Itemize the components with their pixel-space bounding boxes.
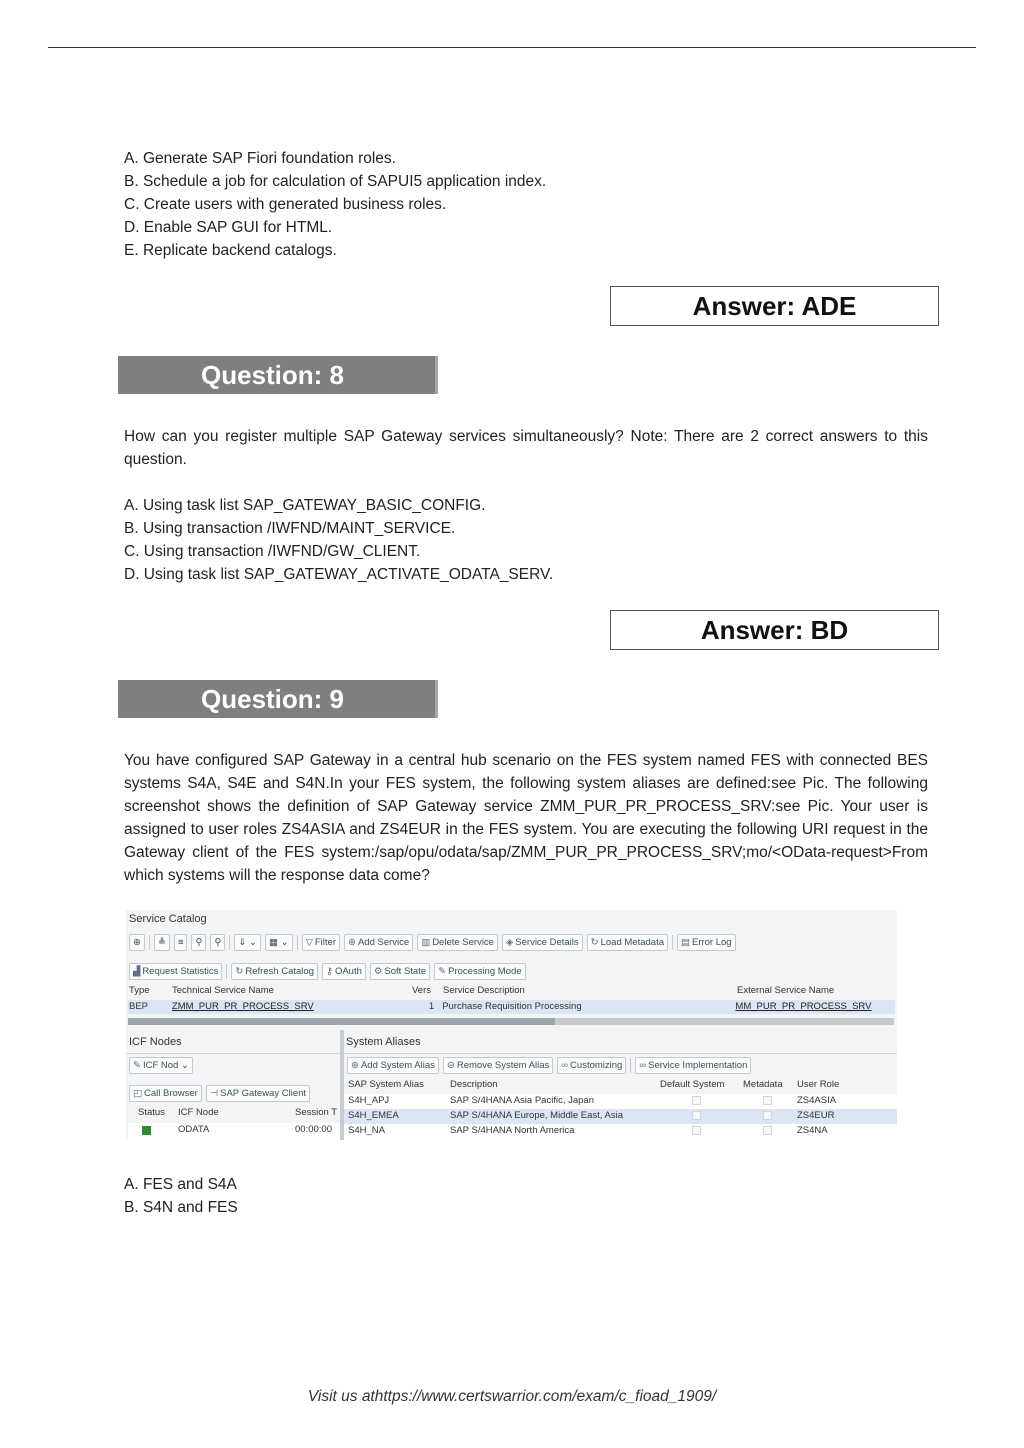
col-alias-description: Description: [450, 1079, 498, 1090]
q9-options: [124, 1173, 238, 1219]
default-system-checkbox[interactable]: [660, 1094, 743, 1110]
key-icon: ⚷: [325, 966, 333, 977]
log-icon: ▤: [681, 937, 690, 948]
col-metadata: Metadata: [743, 1079, 783, 1090]
q7-option-d: D. Enable SAP GUI for HTML.: [124, 219, 333, 236]
q8-option-d: D. Using task list SAP_GATEWAY_ACTIVATE_ODATA_SERV.: [124, 566, 554, 583]
service-details-button[interactable]: [502, 934, 583, 951]
gateway-client-label: SAP Gateway Client: [220, 1088, 307, 1099]
add-icon: ⊕: [351, 1060, 359, 1071]
error-log-button[interactable]: [677, 934, 736, 951]
footer-link-text[interactable]: Visit us athttps://www.certswarrior.com/exam/c_fioad_1909/: [307, 1388, 717, 1405]
icf-dropdown-label: ICF Nod: [142, 1060, 179, 1071]
service-details-label: Service Details: [515, 937, 579, 948]
pencil-icon: ✎: [438, 966, 447, 977]
toolbar-separator: [149, 935, 150, 950]
catalog-toolbar-2: [129, 963, 526, 980]
top-rule: [48, 47, 976, 48]
add-icon: ⊕: [348, 937, 356, 948]
soft-state-label: Soft State: [384, 966, 427, 977]
add-system-alias-button[interactable]: [347, 1057, 439, 1074]
q7-option-c: C. Create users with generated business roles.: [124, 196, 447, 213]
col-technical-name: Technical Service Name: [172, 985, 274, 996]
scrollbar-thumb[interactable]: [128, 1018, 555, 1025]
col-external-name: External Service Name: [737, 985, 835, 996]
layout-icon[interactable]: ▦ ⌄: [265, 934, 293, 951]
q8-option-c: C. Using transaction /IWFND/GW_CLIENT.: [124, 543, 421, 560]
refresh-catalog-label: Refresh Catalog: [245, 966, 314, 977]
divider: [344, 1053, 897, 1054]
q7-option-a: A. Generate SAP Fiori foundation roles.: [124, 150, 396, 167]
divider: [126, 1053, 340, 1054]
refresh-catalog-button[interactable]: [231, 963, 318, 980]
toolbar-separator: [630, 1058, 631, 1073]
table-row[interactable]: [344, 1109, 897, 1125]
customizing-button[interactable]: [557, 1057, 626, 1074]
cell-technical-name[interactable]: ZMM_PUR_PR_PROCESS_SRV: [171, 1001, 314, 1012]
table-row[interactable]: [344, 1124, 897, 1140]
request-statistics-label: Request Statistics: [142, 966, 219, 977]
default-system-checkbox[interactable]: [660, 1109, 743, 1125]
export-icon[interactable]: ⇓ ⌄: [234, 934, 261, 951]
checkbox-icon: [763, 1126, 772, 1135]
icf-button-bar: [129, 1085, 310, 1102]
col-system-alias: SAP System Alias: [348, 1079, 424, 1090]
cell-system-alias: S4H_EMEA: [348, 1110, 399, 1121]
q9-question-text: You have configured SAP Gateway in a central hub scenario on the FES system named FES with connected BES systems S4A, S4E and S4N.In your FES system, the following system aliases are defined:see Pic. The following screenshot shows the definition of SAP Gateway service ZMM_PUR_PR_PROCESS_SRV:see Pic. Your user is assigned to user roles ZS4ASIA and ZS4EUR in the FES system. You are executing the following URI request in the Gateway client of the FES system:/sap/opu/odata/sap/ZMM_PUR_PR_PROCESS_SRV;mo/<OData-request>From which systems will the response data come?: [124, 752, 928, 884]
col-session: Session T: [295, 1107, 338, 1118]
metadata-checkbox[interactable]: [743, 1109, 797, 1125]
client-icon: ⊣: [209, 1088, 219, 1099]
details-icon: ◈: [505, 937, 514, 948]
oauth-label: OAuth: [334, 966, 362, 977]
toolbar-separator: [672, 935, 673, 950]
cell-user-role: ZS4EUR: [797, 1110, 835, 1121]
load-metadata-button[interactable]: [587, 934, 668, 951]
chart-icon: ▟: [133, 966, 141, 977]
find-icon[interactable]: ⚲: [191, 934, 206, 951]
q8-question-text: How can you register multiple SAP Gateway services simultaneously? Note: There are 2 correct answers to this question.: [124, 428, 928, 468]
status-green-icon: [142, 1126, 151, 1135]
table-row[interactable]: [344, 1094, 897, 1110]
q9-option-b: B. S4N and FES: [124, 1199, 238, 1216]
service-catalog-title: Service Catalog: [129, 913, 207, 925]
find-next-icon[interactable]: ⚲: [210, 934, 225, 951]
col-user-role: User Role: [797, 1079, 840, 1090]
pencil-icon: ✎: [133, 1060, 141, 1071]
remove-system-alias-button[interactable]: [443, 1057, 553, 1074]
sort-asc-icon[interactable]: ≜: [154, 934, 170, 951]
toolbar-separator: [226, 964, 227, 979]
trash-icon: ▥: [421, 937, 431, 948]
filter-icon: ▽: [305, 937, 313, 948]
toolbar-separator: [229, 935, 230, 950]
cell-system-alias: S4H_APJ: [348, 1095, 390, 1106]
soft-state-button[interactable]: [370, 963, 430, 980]
processing-mode-button[interactable]: [434, 963, 525, 980]
glasses-icon: ∞: [561, 1060, 569, 1071]
refresh-icon: ↻: [235, 966, 244, 977]
browser-icon: ◰: [133, 1088, 142, 1099]
add-system-alias-label: Add System Alias: [360, 1060, 435, 1071]
q8-option-a: A. Using task list SAP_GATEWAY_BASIC_CONFIG.: [124, 497, 486, 514]
q7-answer-box: Answer: ADE: [610, 286, 939, 326]
col-status: Status: [138, 1107, 165, 1118]
col-icf-node: ICF Node: [178, 1107, 219, 1118]
catalog-toolbar-1: [129, 934, 736, 951]
q8-title-bar: Question: 8: [118, 356, 438, 394]
col-version: Vers: [412, 985, 432, 996]
cell-session: 00:00:00: [295, 1124, 332, 1135]
cell-alias-description: SAP S/4HANA North America: [450, 1125, 575, 1136]
checkbox-icon: [692, 1111, 701, 1120]
alias-header-row: [348, 1078, 857, 1092]
load-metadata-label: Load Metadata: [600, 937, 664, 948]
sap-gateway-screenshot: [126, 910, 897, 1140]
alias-toolbar: [347, 1057, 751, 1074]
service-implementation-label: Service Implementation: [648, 1060, 748, 1071]
icf-toolbar: [129, 1057, 193, 1074]
checkbox-icon: [763, 1096, 772, 1105]
default-system-checkbox[interactable]: [660, 1124, 743, 1140]
delete-service-button[interactable]: [417, 934, 498, 951]
filter-button[interactable]: [302, 934, 340, 951]
col-type: Type: [129, 985, 150, 996]
soft-state-icon: ⚙: [373, 966, 383, 977]
cell-alias-description: SAP S/4HANA Europe, Middle East, Asia: [450, 1110, 624, 1121]
zoom-icon[interactable]: ⊕: [129, 934, 145, 951]
toolbar-separator: [297, 935, 298, 950]
icf-node-dropdown[interactable]: ✎ ICF Nod ⌄: [129, 1057, 193, 1074]
glasses-icon: ∞: [639, 1060, 647, 1071]
q9-title-bar: Question: 9: [118, 680, 438, 718]
catalog-header-row: [129, 984, 897, 998]
q8-options: [124, 494, 553, 586]
table-row[interactable]: [128, 1000, 895, 1014]
col-default-system: Default System: [660, 1079, 725, 1090]
system-aliases-title: System Aliases: [346, 1036, 421, 1048]
cell-version: 1: [428, 1001, 435, 1012]
refresh-icon: ↻: [590, 937, 599, 948]
customizing-label: Customizing: [570, 1060, 623, 1071]
q8-option-b: B. Using transaction /IWFND/MAINT_SERVICE.: [124, 520, 456, 537]
horizontal-scrollbar[interactable]: [128, 1018, 894, 1025]
cell-alias-description: SAP S/4HANA Asia Pacific, Japan: [450, 1095, 594, 1106]
call-browser-button[interactable]: [129, 1085, 202, 1102]
remove-icon: ⊖: [446, 1060, 455, 1071]
checkbox-icon: [692, 1126, 701, 1135]
cell-user-role: ZS4NA: [797, 1125, 828, 1136]
oauth-button[interactable]: [322, 963, 366, 980]
cell-user-role: ZS4ASIA: [797, 1095, 837, 1106]
cell-description: Purchase Requisition Processing: [442, 1001, 582, 1012]
checkbox-icon: [763, 1111, 772, 1120]
sort-desc-icon[interactable]: ≡: [174, 934, 188, 951]
col-description: Service Description: [443, 985, 525, 996]
call-browser-label: Call Browser: [143, 1088, 198, 1099]
request-statistics-button[interactable]: [129, 963, 222, 980]
processing-mode-label: Processing Mode: [448, 966, 522, 977]
q9-option-a: A. FES and S4A: [124, 1176, 237, 1193]
cell-type: BEP: [129, 1001, 149, 1012]
metadata-checkbox[interactable]: [743, 1124, 797, 1140]
metadata-checkbox[interactable]: [743, 1094, 797, 1110]
cell-system-alias: S4H_NA: [348, 1125, 385, 1136]
gateway-client-button[interactable]: [206, 1085, 310, 1102]
icf-nodes-title: ICF Nodes: [129, 1036, 182, 1048]
delete-service-label: Delete Service: [432, 937, 494, 948]
q7-option-e: E. Replicate backend catalogs.: [124, 242, 337, 259]
remove-system-alias-label: Remove System Alias: [456, 1060, 550, 1071]
service-implementation-button[interactable]: [635, 1057, 751, 1074]
cell-icf-node: ODATA: [178, 1124, 210, 1135]
q7-option-b: B. Schedule a job for calculation of SAPUI5 application index.: [124, 173, 547, 190]
status-cell: [128, 1123, 178, 1140]
table-row[interactable]: [128, 1123, 340, 1140]
q8-answer-box: Answer: BD: [610, 610, 939, 650]
add-service-label: Add Service: [357, 937, 410, 948]
q7-options: [124, 147, 546, 262]
filter-label: Filter: [314, 937, 336, 948]
icf-header-row: [138, 1106, 339, 1120]
cell-external-name[interactable]: MM_PUR_PR_PROCESS_SRV: [735, 1001, 872, 1012]
checkbox-icon: [692, 1096, 701, 1105]
add-service-button[interactable]: [344, 934, 413, 951]
error-log-label: Error Log: [691, 937, 732, 948]
